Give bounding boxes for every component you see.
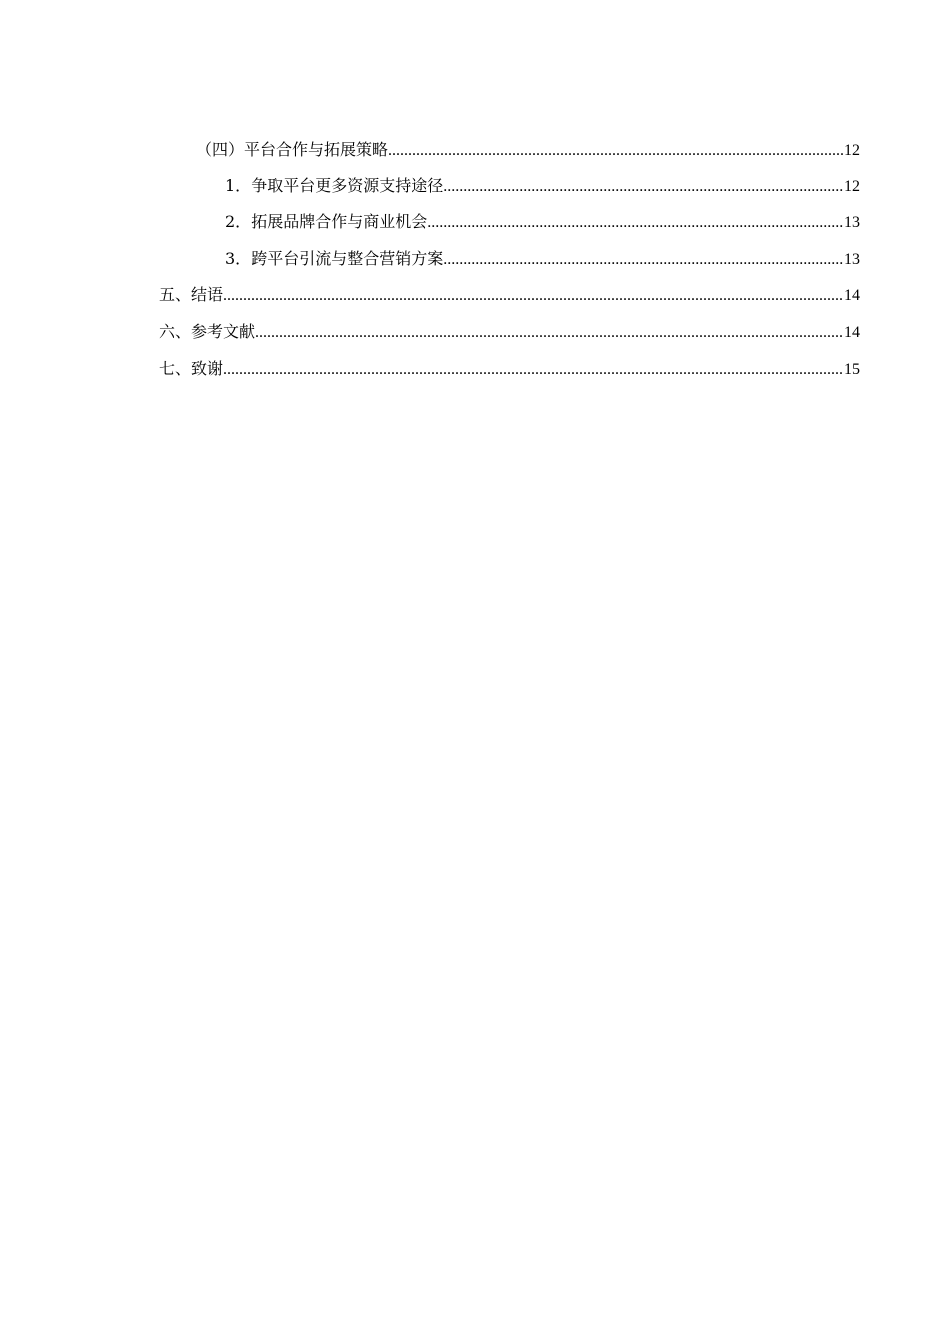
toc-leader-dots: [443, 175, 843, 199]
toc-leader-dots: [443, 248, 843, 272]
toc-entry-page: 15: [844, 361, 860, 378]
toc-entry-item-1[interactable]: [225, 174, 860, 198]
toc-entry-page: 14: [844, 287, 860, 304]
toc-entry-number: 五、: [159, 285, 192, 304]
toc-entry-title: 跨平台引流与整合营销方案: [251, 249, 444, 268]
toc-entry-references[interactable]: [159, 320, 860, 344]
toc-entry-conclusion[interactable]: [159, 283, 860, 307]
toc-entry-number: （四）: [196, 140, 245, 159]
toc-entry-title: 参考文献: [191, 322, 256, 341]
toc-entry-title: 平台合作与拓展策略: [244, 140, 389, 159]
toc-entry-title: 拓展品牌合作与商业机会: [251, 212, 428, 231]
toc-entry-page: 13: [844, 251, 860, 268]
toc-entry-number: 2．: [225, 212, 252, 231]
toc-entry-item-3[interactable]: [225, 247, 860, 271]
toc-leader-dots: [223, 358, 843, 382]
toc-entry-page: 13: [844, 214, 860, 231]
toc-entry-number: 六、: [159, 322, 192, 341]
toc-entry-acknowledgements[interactable]: [159, 357, 860, 381]
toc-entry-number: 3．: [225, 249, 252, 268]
toc-leader-dots: [255, 321, 843, 345]
toc-entry-page: 14: [844, 324, 860, 341]
toc-leader-dots: [427, 211, 843, 235]
toc-entry-page: 12: [844, 178, 860, 195]
toc-entry-number: 1．: [225, 176, 252, 195]
toc-entry-title: 结语: [191, 285, 224, 304]
toc-entry-section-4[interactable]: [196, 138, 860, 162]
toc-entry-title: 争取平台更多资源支持途径: [251, 176, 444, 195]
toc-entry-item-2[interactable]: [225, 210, 860, 234]
toc-entry-title: 致谢: [191, 359, 224, 378]
toc-entry-page: 12: [844, 142, 860, 159]
toc-leader-dots: [388, 139, 843, 163]
toc-leader-dots: [223, 284, 843, 308]
toc-entry-number: 七、: [159, 359, 192, 378]
